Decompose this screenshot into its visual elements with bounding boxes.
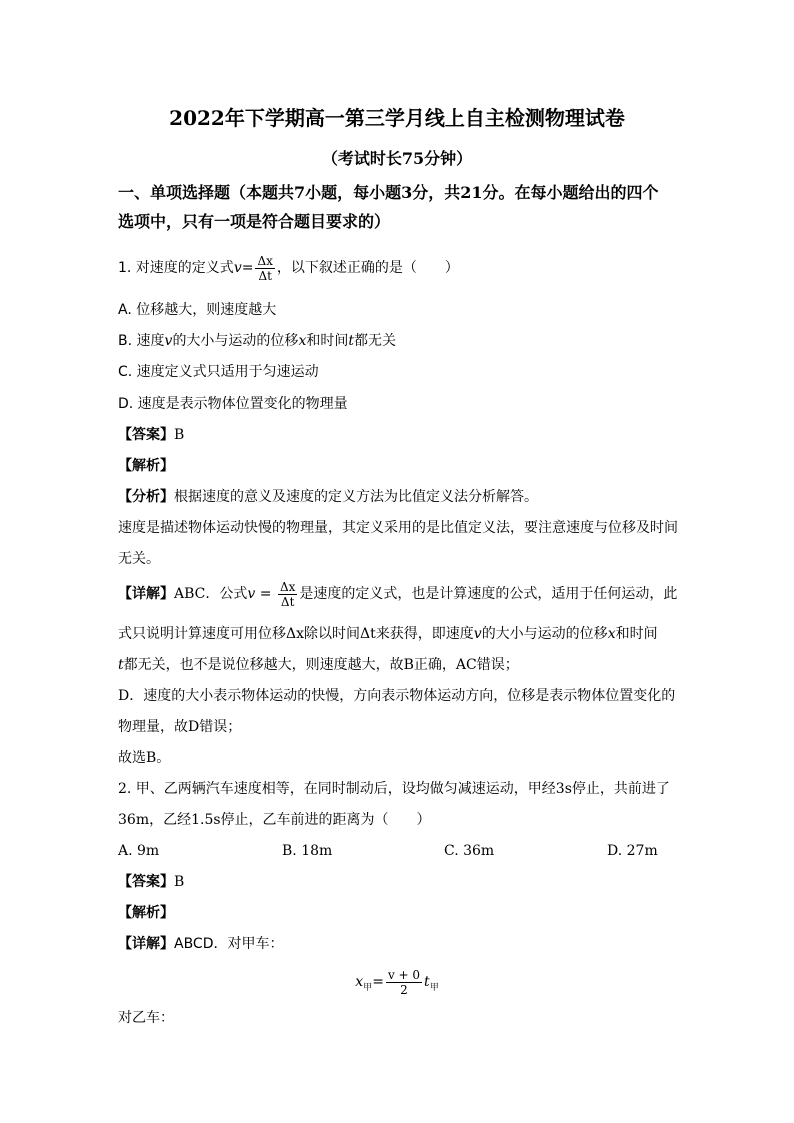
question-1-detail-line2: 式只说明计算速度可用位移Δx除以时间Δt来获得，即速度v的大小与运动的位移x和时间 xyxy=(118,626,658,642)
question-1-detail-line4: D．速度的大小表示物体运动的快慢，方向表示物体运动方向，位移是表示物体位置变化的 xyxy=(118,688,676,704)
question-2-yi-label: 对乙车： xyxy=(118,1010,174,1026)
question-1-option-d: D. 速度是表示物体位置变化的物理量 xyxy=(118,396,348,412)
question-2-option-a: A. 9m xyxy=(118,843,160,859)
velocity-definition-fraction: $\frac{\Delta x}{\Delta t}$ xyxy=(257,253,273,283)
equation-x-jia: $x_甲=$ $\frac{v + 0}{2}$ $t_甲$ xyxy=(355,967,439,997)
equation-fraction: $\frac{v + 0}{2}$ xyxy=(387,967,421,997)
question-1-paragraph-1: 速度是描述物体运动快慢的物理量，其定义采用的是比值定义法，要注意速度与位移及时间 xyxy=(118,520,678,536)
question-1-option-b: B. 速度v的大小与运动的位移x和时间t都无关 xyxy=(118,333,396,349)
question-2-option-c: C. 36m xyxy=(444,843,495,859)
question-2-stem-line2: 36m，乙经1.5s停止，乙车前进的距离为（ ） xyxy=(118,812,431,828)
question-1-detail-line3: t都无关，也不是说位移越大，则速度越大，故B正确，AC错误； xyxy=(118,657,519,673)
question-1-option-c: C. 速度定义式只适用于匀速运动 xyxy=(118,364,319,380)
question-1-answer: 【答案】B xyxy=(118,427,185,443)
question-1-detail-line5: 物理量，故D错误； xyxy=(118,719,242,735)
formula-fraction: $\frac{\Delta x}{\Delta t}$ xyxy=(279,579,296,609)
exam-duration: （考试时长75分钟） xyxy=(321,149,473,168)
question-2-answer: 【答案】B xyxy=(118,874,185,890)
question-1-paragraph-2: 无关。 xyxy=(118,551,160,567)
question-2-detail: 【详解】ABCD．对甲车： xyxy=(118,936,284,952)
question-1-conclusion: 故选B。 xyxy=(118,750,171,766)
section-heading-line2: 选项中，只有一项是符合题目要求的） xyxy=(118,212,391,231)
question-1-fenxi: 【分析】根据速度的意义及速度的定义方法为比值定义法分析解答。 xyxy=(118,489,538,505)
question-2-analysis-label: 【解析】 xyxy=(118,905,174,921)
question-1-detail-line1: 【详解】ABC．公式v = $\frac{\Delta x}{\Delta t}$ 是速度的定义式，也是计算速度的公式，适用于任何运动，此 xyxy=(118,579,678,609)
question-1-stem: 1. 对速度的定义式v= $\frac{\Delta x}{\Delta t}$ ，以下叙述正确的是（ ） xyxy=(118,253,459,283)
question-2-stem-line1: 2. 甲、乙两辆汽车速度相等，在同时制动后，设均做匀减速运动，甲经3s停止，共前进了 xyxy=(118,781,670,797)
section-heading-line1: 一、单项选择题（本题共7小题，每小题3分，共21分。在每小题给出的四个 xyxy=(118,183,659,202)
question-1-option-a: A. 位移越大，则速度越大 xyxy=(118,302,277,318)
question-1-analysis-label: 【解析】 xyxy=(118,458,174,474)
question-2-option-d: D. 27m xyxy=(607,843,658,859)
page-title: 2022年下学期高一第三学月线上自主检测物理试卷 xyxy=(169,106,625,130)
question-2-options xyxy=(118,841,678,861)
question-2-option-b: B. 18m xyxy=(282,843,333,859)
